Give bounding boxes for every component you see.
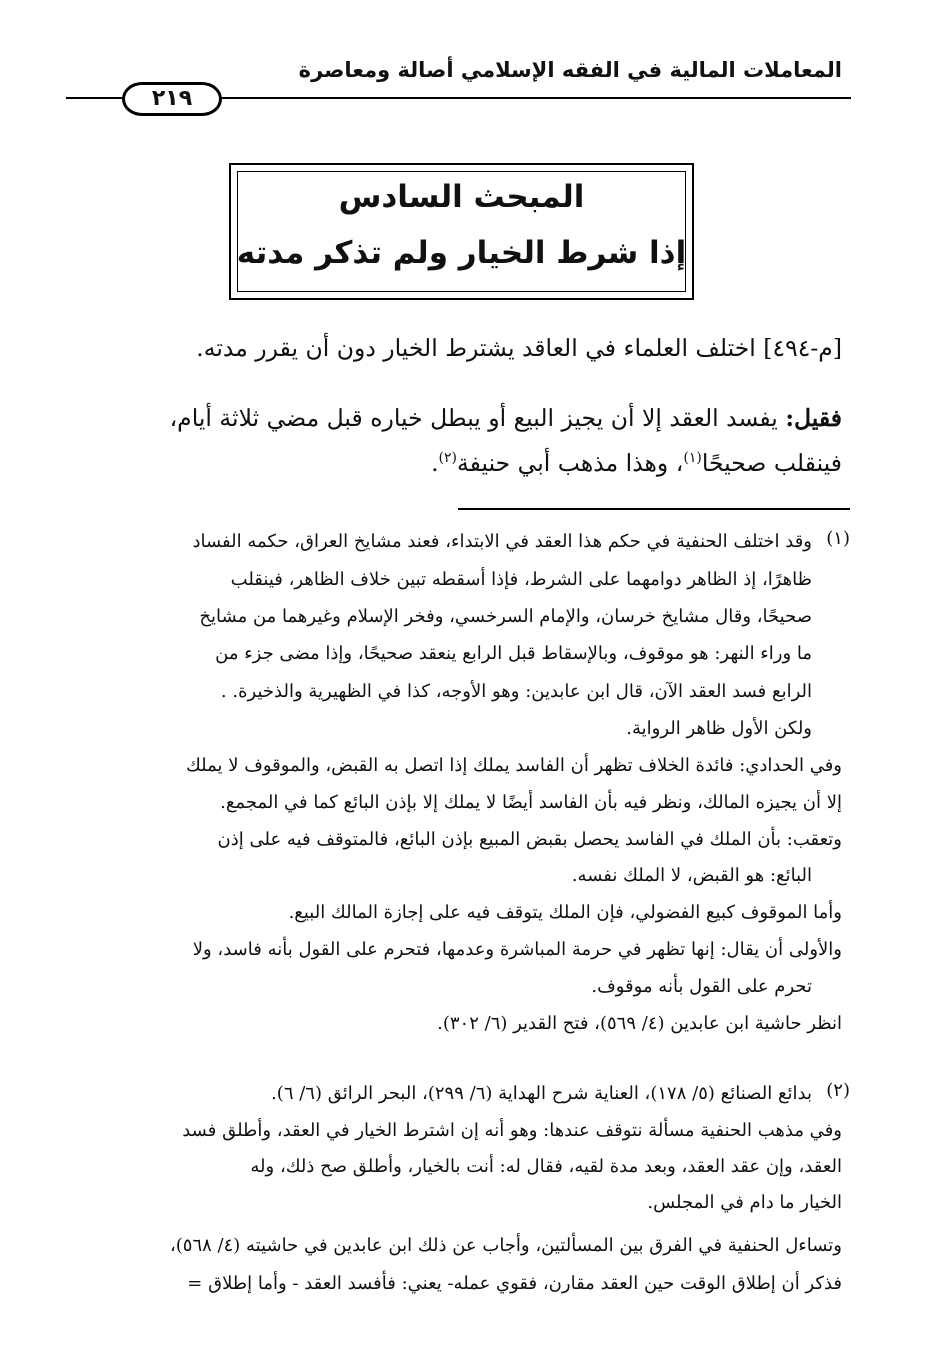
footnote-line: فذكر أن إطلاق الوقت حين العقد مقارن، فقوي عمله- يعني: فأفسد العقد - وأما إطلاق = (187, 1273, 842, 1294)
footnote-line: صحيحًا، وقال مشايخ خرسان، والإمام السرخسي، وفخر الإسلام وغيرهما من مشايخ (199, 606, 812, 627)
paragraph-first-opinion-cont (68, 445, 842, 481)
footnote-line: والأولى أن يقال: إنها تظهر في حرمة المباشرة وعدمها، فتحرم على القول بأنه فاسد، ولا (192, 939, 842, 960)
footnote-line: إلا أن يجيزه المالك، ونظر فيه بأن الفاسد أيضًا لا يملك إلا بإذن البائع كما في المجمع. (220, 792, 842, 813)
footnote-line: ما وراء النهر: هو موقوف، وبالإسقاط قبل الرابع ينعقد صحيحًا، وإذا مضى جزء من (215, 643, 812, 664)
footnote-line: انظر حاشية ابن عابدين (٤/ ٥٦٩)، فتح القدير (٦/ ٣٠٢). (437, 1013, 842, 1034)
footnote-line: البائع: هو القبض، لا الملك نفسه. (571, 865, 812, 886)
footnote-line: تحرم على القول بأنه موقوف. (591, 976, 812, 997)
text-segment: . (431, 449, 439, 477)
text-segment: فينقلب صحيحًا (701, 449, 842, 477)
section-title-line-1: المبحث السادس (338, 179, 585, 215)
running-title: المعاملات المالية في الفقه الإسلامي أصالة ومعاصرة (298, 58, 842, 82)
footnote-ref-2[interactable]: (٢) (438, 450, 458, 467)
paragraph-first-opinion (68, 400, 842, 436)
footnote-line: الخيار ما دام في المجلس. (647, 1192, 842, 1213)
opinion-lead: فقيل: (785, 404, 842, 432)
footnote-separator (458, 508, 850, 510)
paragraph-intro: [م-٤٩٤] اختلف العلماء في العاقد يشترط الخيار دون أن يقرر مدته. (196, 334, 842, 362)
footnote-line: ولكن الأول ظاهر الرواية. (626, 718, 812, 739)
footnote-line: الرابع فسد العقد الآن، قال ابن عابدين: وهو الأوجه، كذا في الظهيرية والذخيرة. . (220, 681, 812, 702)
section-title-line-2: إذا شرط الخيار ولم تذكر مدته (236, 235, 687, 271)
footnote-line: العقد، وإن عقد العقد، وبعد مدة لقيه، فقال له: أنت بالخيار، وأطلق صح ذلك، وله (250, 1156, 842, 1177)
text-segment: ، وهذا مذهب أبي حنيفة (457, 449, 684, 477)
footnote-line: وتساءل الحنفية في الفرق بين المسألتين، وأجاب عن ذلك ابن عابدين في حاشيته (٤/ ٥٦٨)، (169, 1235, 842, 1256)
footnote-line: وفي مذهب الحنفية مسألة نتوقف عندها: وهو أنه إن اشترط الخيار في العقد، وأطلق فسد (182, 1120, 842, 1141)
footnote-line: وتعقب: بأن الملك في الفاسد يحصل بقبض المبيع بإذن البائع، فالمتوقف فيه على إذن (217, 829, 842, 850)
footnote-line: ظاهرًا، إذ الظاهر دوامهما على الشرط، فإذا أسقطه تبين خلاف الظاهر، فينقلب (230, 569, 812, 590)
footnote-line: وفي الحدادي: فائدة الخلاف تظهر أن الفاسد يملك إذا اتصل به القبض، والموقوف لا يملك (185, 755, 842, 776)
footnote-line: وقد اختلف الحنفية في حكم هذا العقد في الابتداء، فعند مشايخ العراق، حكمه الفساد (192, 531, 812, 552)
footnote-marker-1: (١) (826, 528, 850, 549)
footnote-ref-1[interactable]: (١) (683, 450, 702, 467)
footnote-line: بدائع الصنائع (٥/ ١٧٨)، العناية شرح الهداية (٦/ ٢٩٩)، البحر الرائق (٦/ ٦). (271, 1083, 812, 1104)
section-title-frame (229, 163, 694, 300)
page-number: ٢١٩ (122, 82, 222, 116)
footnote-marker-2: (٢) (826, 1080, 850, 1101)
footnote-line: وأما الموقوف كبيع الفضولي، فإن الملك يتوقف فيه على إجازة المالك البيع. (288, 902, 842, 923)
opinion-text: يفسد العقد إلا أن يجيز البيع أو يبطل خياره قبل مضي ثلاثة أيام، (169, 404, 786, 432)
